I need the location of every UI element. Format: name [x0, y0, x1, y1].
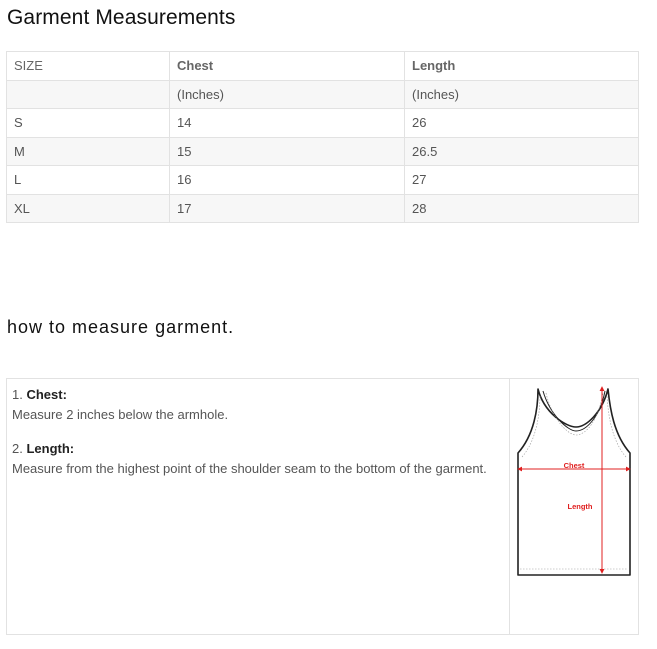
header-size: SIZE: [7, 52, 170, 81]
step-length-text: Measure from the highest point of the shoulder seam to the bottom of the garment.: [12, 461, 487, 476]
cell-size: S: [7, 109, 170, 138]
step-chest-heading: [12, 385, 504, 405]
howto-instructions: [7, 379, 510, 634]
unit-chest: (Inches): [170, 80, 405, 109]
cell-size: L: [7, 166, 170, 195]
header-length: Length: [405, 52, 639, 81]
cell-chest: 14: [170, 109, 405, 138]
length-label: Length: [567, 502, 593, 511]
step-label: Length:: [26, 441, 75, 456]
chest-label: Chest: [563, 461, 585, 470]
step-number: 2.: [12, 441, 23, 456]
tank-top-outline: [518, 389, 630, 575]
table-row: [7, 166, 639, 195]
size-chart-table: [6, 51, 639, 223]
cell-size: XL: [7, 194, 170, 223]
cell-chest: 17: [170, 194, 405, 223]
cell-length: 26: [405, 109, 639, 138]
step-number: 1.: [12, 387, 23, 402]
step-chest-text: Measure 2 inches below the armhole.: [12, 407, 229, 422]
table-row: [7, 194, 639, 223]
step-label: Chest:: [26, 387, 67, 402]
cell-size: M: [7, 137, 170, 166]
unit-size: [7, 80, 170, 109]
cell-chest: 15: [170, 137, 405, 166]
howto-box: [6, 378, 639, 635]
cell-chest: 16: [170, 166, 405, 195]
cell-length: 27: [405, 166, 639, 195]
cell-length: 26.5: [405, 137, 639, 166]
units-row: [7, 80, 639, 109]
step-length-heading: [12, 439, 504, 459]
header-chest: Chest: [170, 52, 405, 81]
unit-length: (Inches): [405, 80, 639, 109]
table-row: [7, 109, 639, 138]
table-header-row: [7, 52, 639, 81]
table-row: [7, 137, 639, 166]
cell-length: 28: [405, 194, 639, 223]
tank-top-measurement-diagram-icon: [510, 379, 638, 634]
page-title: Garment Measurements: [7, 6, 236, 29]
howto-heading: how to measure garment.: [7, 317, 235, 337]
